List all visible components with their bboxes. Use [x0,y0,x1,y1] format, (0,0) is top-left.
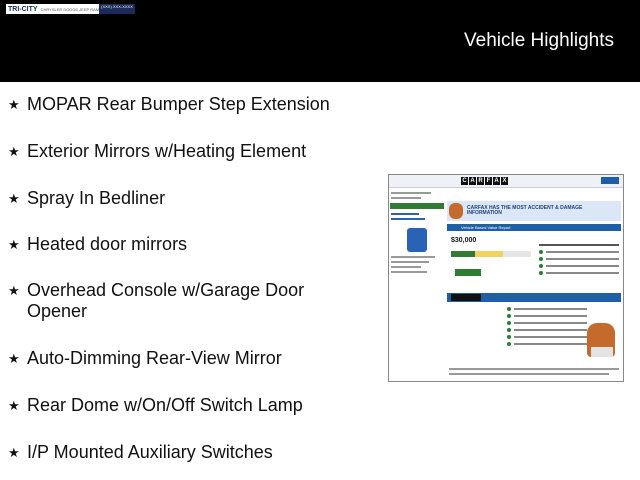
star-icon: ★ [8,237,20,252]
highlight-item [8,141,358,188]
highlight-text: Overhead Console w/Garage Door Opener [27,280,305,321]
carfax-history-logo [451,294,481,301]
highlight-text: I/P Mounted Auxiliary Switches [27,442,273,462]
carfax-report-thumbnail[interactable] [388,174,624,382]
carfax-view-details-button[interactable] [455,269,481,276]
dealer-logo[interactable] [6,4,133,14]
carfax-print-button[interactable] [601,177,619,184]
highlight-text: Rear Dome w/On/Off Switch Lamp [27,395,303,415]
star-icon: ★ [8,351,20,366]
logo-subtitle: CHRYSLER DODGE JEEP RAM [40,6,100,12]
highlight-item [8,395,358,442]
carfax-history-bar [447,293,621,302]
carfax-logo: C A R F A X [462,178,507,184]
page-title: Vehicle Highlights [464,30,614,51]
highlight-item [8,94,358,141]
carfax-banner [447,201,621,221]
star-icon: ★ [8,144,20,159]
highlight-text: Exterior Mirrors w/Heating Element [27,141,307,161]
carfax-fox-icon [449,203,463,219]
carfax-sidebar-active[interactable] [390,203,444,209]
logo-text: TRI-CITY [8,5,38,13]
star-icon: ★ [8,283,20,298]
star-icon: ★ [8,97,20,112]
carfax-footer [447,365,617,378]
carfax-value: $30,000 [451,237,477,244]
highlight-item [8,280,358,348]
carfax-value-gauge [451,251,531,257]
carfax-fox-car-icon [591,347,613,357]
star-icon: ★ [8,445,20,460]
highlight-item [8,188,358,234]
carfax-banner-text: CARFAX HAS THE MOST ACCIDENT & DAMAGE INFORMATION [467,205,583,216]
highlight-text: Auto-Dimming Rear-View Mirror [27,348,282,368]
logo-phone: (XXX) XXX-XXXX [99,4,135,14]
highlight-item [8,442,358,472]
highlight-text: Heated door mirrors [27,234,188,254]
highlight-text: Spray In Bedliner [27,188,166,208]
carfax-topbar [389,175,623,188]
highlights-list [8,94,358,472]
highlight-item [8,234,358,280]
star-icon: ★ [8,191,20,206]
carfax-badge-icon [407,228,427,252]
carfax-sidebar [389,189,445,299]
star-icon: ★ [8,398,20,413]
header-bar [0,0,640,82]
carfax-value-bar: Vehicle Based Value Report [447,224,621,231]
carfax-checklist [539,241,619,276]
highlight-text: MOPAR Rear Bumper Step Extension [27,94,330,114]
highlight-item [8,348,358,395]
carfax-history-list [507,305,587,347]
